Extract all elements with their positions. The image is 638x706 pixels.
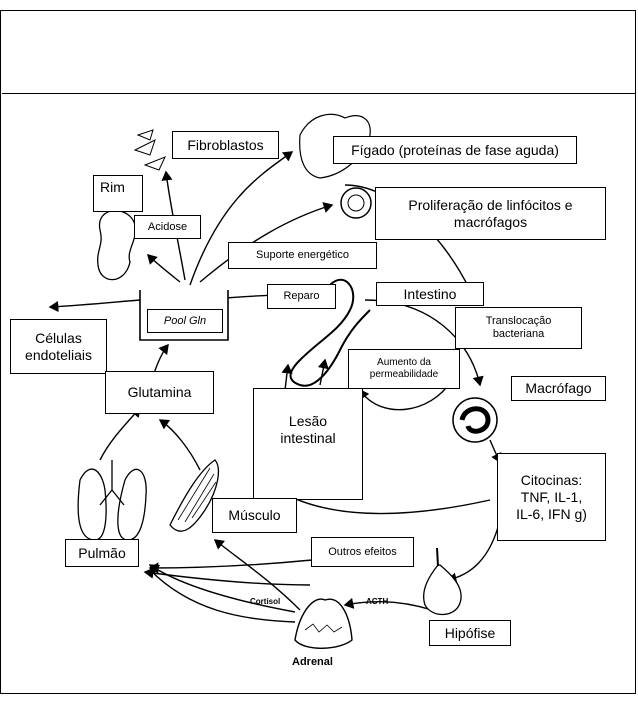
outros-box: Outros efeitos (311, 537, 414, 567)
macrofago-box: Macrófago (511, 376, 606, 401)
acidose-box: Acidose (134, 215, 201, 239)
arrow-lesion-up2 (320, 360, 325, 385)
hipofise-box: Hipófise (429, 620, 511, 646)
kidney-icon (98, 211, 136, 280)
arrow-muscle-gln (160, 420, 200, 470)
adrenal-icon (295, 599, 352, 648)
translocacao-box: Translocação bacteriana (455, 307, 582, 349)
aumento-box: Aumento da permeabilidade (348, 349, 460, 389)
lesao-box: Lesão intestinal (253, 388, 363, 500)
fibroblastos-box: Fibroblastos (172, 131, 279, 159)
arrow-lung-up (100, 408, 140, 460)
acth-label: ACTH (366, 597, 389, 606)
proliferacao-box: Proliferação de linfócitos e macrófagos (375, 187, 606, 240)
arrow-outros-lung (150, 560, 312, 568)
celulas-box: Células endoteliais (10, 319, 107, 374)
pool-gln-box: Pool Gln (147, 309, 223, 333)
arrow-to-hypophysis (448, 520, 500, 580)
hypophysis-icon (424, 565, 461, 615)
reparo-box: Reparo (267, 284, 336, 309)
musculo-box: Músculo (212, 498, 297, 533)
arrow-outros-lung2 (145, 572, 310, 585)
pulmao-box: Pulmão (65, 539, 139, 567)
suporte-box: Suporte energético (228, 242, 377, 269)
cortisol-label: Cortisol (250, 597, 281, 606)
fibroblast-icon (135, 130, 165, 170)
arrow-acth (345, 602, 432, 610)
intestino-box: Intestino (376, 282, 484, 306)
adrenal-label: Adrenal (292, 656, 333, 668)
arrow-to-kidney (148, 255, 180, 282)
arrow-to-endothelial (50, 300, 140, 307)
arrow-lesion-up (285, 365, 288, 390)
lymphocyte-icon (341, 188, 371, 218)
glutamina-box: Glutamina (105, 371, 214, 414)
rim-box: Rim (93, 175, 143, 212)
citocinas-box: Citocinas: TNF, IL-1, IL-6, IFN g) (497, 453, 606, 541)
figado-box: Fígado (proteínas de fase aguda) (333, 136, 577, 164)
